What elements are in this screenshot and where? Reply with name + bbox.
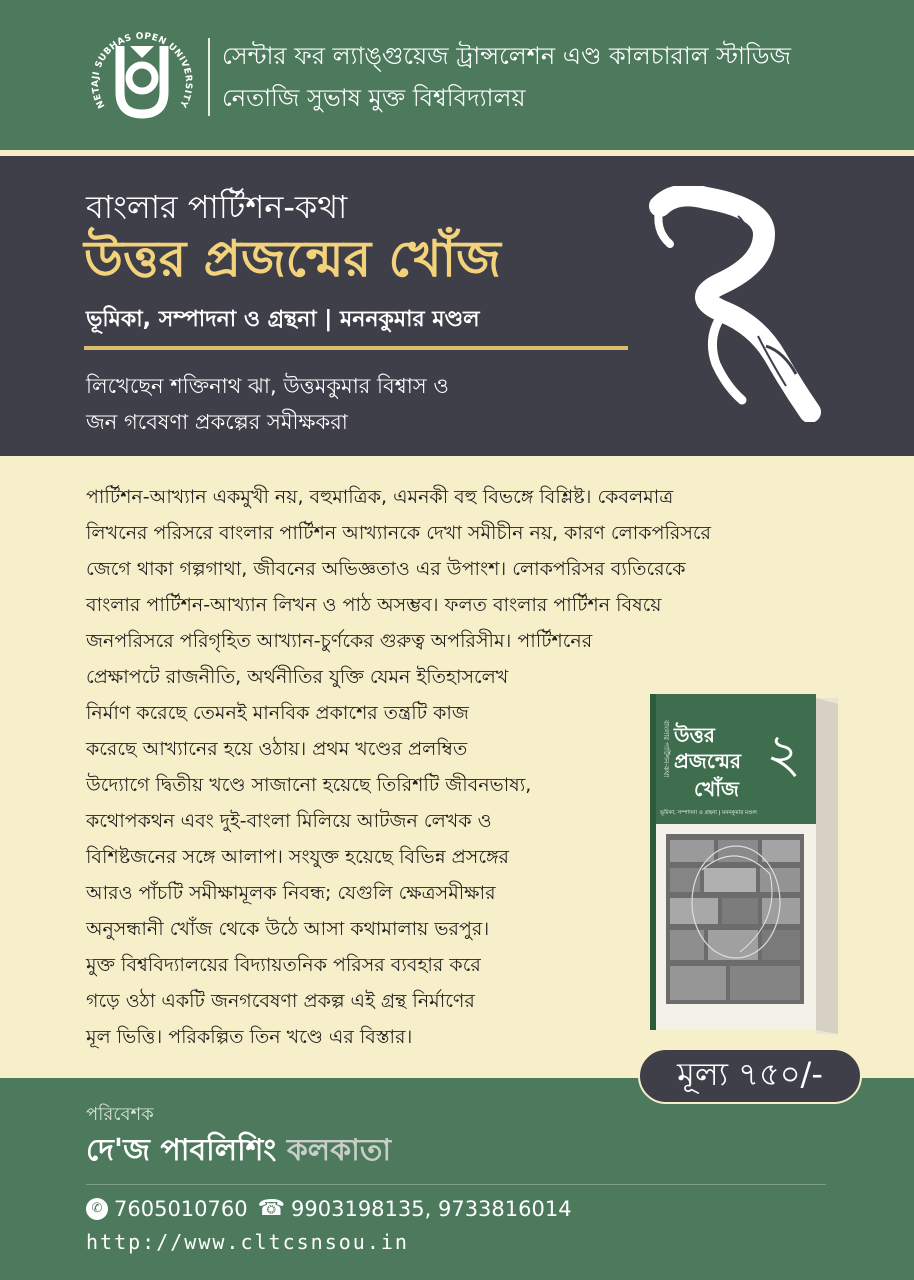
publisher-title: দে'জ পাবলিশিং [86,1133,277,1168]
contact-divider [86,1184,826,1185]
university-logo [86,22,198,134]
university-name: নেতাজি সুভাষ মুক্ত বিশ্ববিদ্যালয় [222,84,526,112]
book-title: উত্তর প্রজন্মের খোঁজ [84,230,501,288]
description-line: করেছে আখ্যানের হয়ে ওঠায়। প্রথম খণ্ডের প্রলম্বিত [86,738,468,760]
title-underline [84,346,628,350]
phone-icon: ☎ [257,1196,286,1221]
description-line: মূল ভিত্তি। পরিকল্পিত তিন খণ্ডে এর বিস্তার। [86,1026,413,1048]
whatsapp-icon: ✆ [86,1198,108,1220]
description-line: বাংলার পার্টিশন-আখ্যান লিখন ও পাঠ অসম্ভব। ফলত বাংলার পার্টিশন বিষয়ে [86,594,662,616]
book-numeral: ২ [766,722,802,785]
description-line: আরও পাঁচটি সমীক্ষামূলক নিবন্ধ; যেগুলি ক্ষেত্রসমীক্ষার [86,882,496,904]
svg-text:NETAJI SUBHAS OPEN UNIVERSITY [91,32,193,110]
description-line: লিখনের পরিসরে বাংলার পার্টিশন আখ্যানকে দেখা সমীচীন নয়, কারণ লোকপরিসরে [86,522,712,544]
institute-name: সেন্টার ফর ল্যাঙ্গুয়েজ ট্রান্সলেশন এণ্ড কালচারাল স্টাডিজ [222,42,791,70]
description-line: জেগে থাকা গল্পগাথা, জীবনের অভিজ্ঞতাও এর উপাংশ। লোকপরিসর ব্যতিরেকে [86,558,686,580]
website-link[interactable]: http://www.cltcsnsou.in [86,1230,409,1254]
authors-line-1: লিখেছেন শক্তিনাথ ঝা, উত্তমকুমার বিশ্বাস ও [86,374,449,398]
book-title-line-2: প্রজন্মের [674,749,741,773]
book-title-line-1: উত্তর [674,723,715,747]
book-title-line-3: খোঁজ [694,777,739,801]
series-title: বাংলার পার্টিশন-কথা [86,188,348,226]
description-line: অনুসন্ধানী খোঁজ থেকে উঠে আসা কথামালায় ভরপুর। [86,918,490,940]
volume-numeral-art [646,186,822,422]
description-line: গড়ে ওঠা একটি জনগবেষণা প্রকল্প এই গ্রন্থ নির্মাণের [86,990,475,1012]
publisher-name [86,1126,391,1177]
header-divider [208,38,210,116]
editor-credit: ভূমিকা, সম্পাদনা ও গ্রন্থনা | মননকুমার মণ্ডল [86,307,480,332]
distributor-label: পরিবেশক [86,1104,154,1125]
description-line: বিশিষ্টজনের সঙ্গে আলাপ। সংযুক্ত হয়েছে বিভিন্ন প্রসঙ্গের [86,846,510,868]
publisher-city: কলকাতা [286,1133,392,1168]
description-line: কথোপকথন এবং দুই-বাংলা মিলিয়ে আটজন লেখক ও [86,810,492,832]
price-badge [638,1048,862,1104]
description-line: পার্টিশন-আখ্যান একমুখী নয়, বহুমাত্রিক, এমনকী বহু বিভঙ্গে বিশ্লিষ্ট। কেবলমাত্র [86,486,674,508]
price-text: মূল্য ৭৫০/- [677,1055,823,1093]
phone-numbers[interactable]: 9903198135, 9733816014 [291,1196,572,1221]
description-line: মুক্ত বিশ্ববিদ্যালয়ের বিদ্যায়তনিক পরিসর ব্যবহার করে [86,954,481,976]
contact-row [86,1196,572,1221]
description-line: নির্মাণ করেছে তেমনই মানবিক প্রকাশের তন্ত্রটি কাজ [86,702,469,724]
description-line: উদ্যোগে দ্বিতীয় খণ্ডে সাজানো হয়েছে তিরিশটি জীবনভাষ্য, [86,774,532,796]
whatsapp-number[interactable]: 7605010760 [114,1196,248,1221]
header-band [0,0,914,150]
logo-arc-text: NETAJI SUBHAS OPEN UNIVERSITY [90,31,194,110]
book-credit: ভূমিকা, সম্পাদনা ও গ্রন্থনা | মননকুমার মণ্ডল [660,810,757,816]
description-line: জনপরিসরে পরিগৃহিত আখ্যান-চুর্ণকের গুরুত্ব অপরিসীম। পার্টিশনের [86,630,593,652]
book-cover-image [640,690,840,1040]
description-line: প্রেক্ষাপটে রাজনীতি, অর্থনীতির যুক্তি যেমন ইতিহাসলেখ [86,666,509,688]
authors-line-2: জন গবেষণা প্রকল্পের সমীক্ষকরা [86,410,348,434]
book-spine-text: বাংলার পার্টিশন-কথা [662,720,670,778]
